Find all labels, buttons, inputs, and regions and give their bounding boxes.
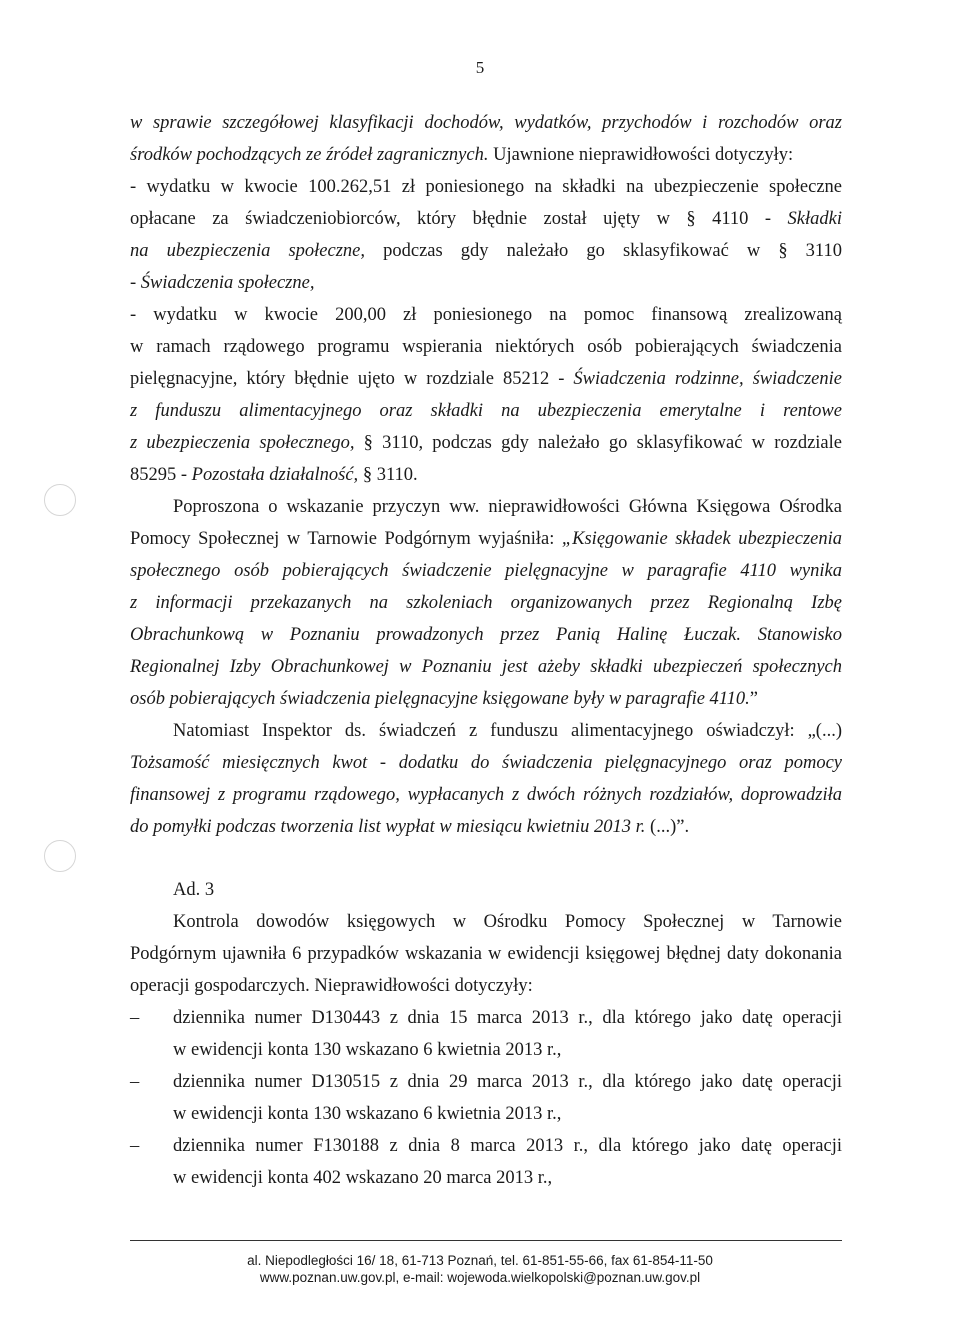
text-line: w sprawie szczegółowej klasyfikacji dochodów, wydatków, przychodów i rozchodów oraz (130, 113, 842, 133)
text-line: Podgórnym ujawniła 6 przypadków wskazania w ewidencji księgowej błędnej daty dokonania (130, 944, 842, 964)
text-line: z informacji przekazanych na szkoleniach organizowanych przez Regionalną Izbę (130, 593, 842, 613)
list-item-line: w ewidencji konta 130 wskazano 6 kwietnia 2013 r., (173, 1040, 562, 1060)
list-item-line: w ewidencji konta 130 wskazano 6 kwietnia 2013 r., (173, 1104, 562, 1124)
text-line: z funduszu alimentacyjnego oraz składki na ubezpieczenia emerytalne i rentowe (130, 401, 842, 421)
text-line: na ubezpieczenia społeczne, podczas gdy należało go sklasyfikować w § 3110 (130, 241, 842, 261)
page-footer (130, 1240, 842, 1286)
text-line: - wydatku w kwocie 100.262,51 zł poniesionego na składki na ubezpieczenie społeczne (130, 177, 842, 197)
list-item-line: – dziennika numer D130515 z dnia 29 marca 2013 r., dla którego jako datę operacji (130, 1066, 842, 1098)
punch-hole-mark (44, 484, 76, 516)
text-line: pielęgnacyjne, który błędnie ujęto w rozdziale 85212 - Świadczenia rodzinne, świadczenie (130, 369, 842, 389)
text-line: Kontrola dowodów księgowych w Ośrodku Pomocy Społecznej w Tarnowie (173, 912, 842, 932)
text-line: środków pochodzących ze źródeł zagranicznych. Ujawnione nieprawidłowości dotyczyły: (130, 145, 794, 165)
text-line: 85295 - Pozostała działalność, § 3110. (130, 465, 418, 485)
text-line: operacji gospodarczych. Nieprawidłowości dotyczyły: (130, 976, 533, 996)
list-item-line: w ewidencji konta 402 wskazano 20 marca 2013 r., (173, 1168, 553, 1188)
text-line: Regionalnej Izby Obrachunkowej w Poznaniu jest ażeby składki ubezpieczeń społecznych (130, 657, 842, 677)
text-line: do pomyłki podczas tworzenia list wypłat w miesiącu kwietniu 2013 r. (...)”. (130, 817, 690, 837)
text-line: Natomiast Inspektor ds. świadczeń z funduszu alimentacyjnego oświadczył: „(...) (173, 721, 842, 741)
paragraph-gap (130, 843, 842, 874)
text-line: opłacane za świadczeniobiorców, który błędnie został ujęty w § 4110 - Składki (130, 209, 842, 229)
text-line: - wydatku w kwocie 200,00 zł poniesionego na pomoc finansową zrealizowaną (130, 305, 842, 325)
list-dash: – (130, 1008, 140, 1028)
list-item-line: – dziennika numer D130443 z dnia 15 marca 2013 r., dla którego jako datę operacji (130, 1002, 842, 1034)
text-line: finansowej z programu rządowego, wypłacanych z dwóch różnych rozdziałów, doprowadziła (130, 785, 842, 805)
text-line: w ramach rządowego programu wspierania niektórych osób pobierających świadczenia (130, 337, 842, 357)
list-dash: – (130, 1072, 140, 1092)
document-body (130, 107, 842, 1194)
footer-address: al. Niepodległości 16/ 18, 61-713 Poznań, tel. 61-851-55-66, fax 61-854-11-50 (247, 1253, 713, 1268)
text-line: z ubezpieczenia społecznego, § 3110, podczas gdy należało go sklasyfikować w rozdziale (130, 433, 842, 453)
page-number: 5 (475, 58, 485, 77)
list-dash: – (130, 1136, 140, 1156)
text-line: Poproszona o wskazanie przyczyn ww. nieprawidłowości Główna Księgowa Ośrodka (173, 497, 842, 517)
footer-web: www.poznan.uw.gov.pl, e-mail: wojewoda.wielkopolski@poznan.uw.gov.pl (259, 1270, 701, 1285)
text-line: Pomocy Społecznej w Tarnowie Podgórnym wyjaśniła: „Księgowanie składek ubezpieczenia (130, 529, 842, 549)
punch-hole-mark (44, 840, 76, 872)
text-line: społecznego osób pobierających świadczenie pielęgnacyjne w paragrafie 4110 wynika (130, 561, 842, 581)
text-line: Tożsamość miesięcznych kwot - dodatku do świadczenia pielęgnacyjnego oraz pomocy (130, 753, 842, 773)
text-line: - Świadczenia społeczne, (130, 273, 315, 293)
text-line: osób pobierających świadczenia pielęgnacyjne księgowane były w paragrafie 4110.” (130, 689, 759, 709)
section-heading: Ad. 3 (173, 880, 215, 900)
list-item-line: – dziennika numer F130188 z dnia 8 marca 2013 r., dla którego jako datę operacji (130, 1130, 842, 1162)
text-line: Obrachunkową w Poznaniu prowadzonych przez Panią Halinę Łuczak. Stanowisko (130, 625, 842, 645)
